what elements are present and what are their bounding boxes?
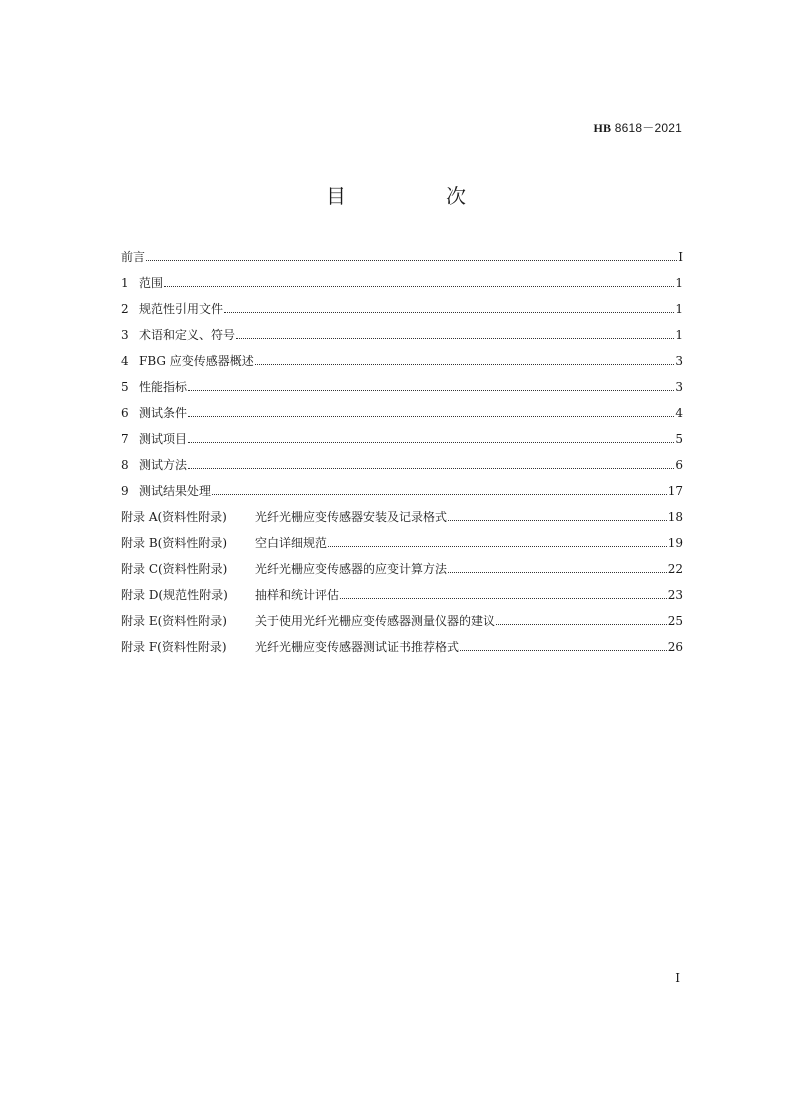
toc-annex-label: 附录 C(资料性附录) bbox=[121, 562, 228, 576]
toc-entry-number: 5 bbox=[121, 380, 129, 394]
toc-entry-text: 关于使用光纤光栅应变传感器测量仪器的建议 bbox=[255, 614, 496, 628]
toc-dot-leader bbox=[188, 390, 674, 391]
toc-annex-label: 附录 D(规范性附录) bbox=[121, 588, 228, 602]
toc-entry-text: 空白详细规范 bbox=[255, 536, 328, 550]
toc-annex-label: 附录 F(资料性附录) bbox=[121, 640, 227, 654]
toc-dot-leader bbox=[224, 312, 674, 313]
toc-entry-text: 光纤光栅应变传感器测试证书推荐格式 bbox=[255, 640, 460, 654]
toc-entry-label bbox=[121, 562, 447, 576]
toc-entry-text: 术语和定义、符号 bbox=[139, 328, 236, 342]
toc-entry-page: 26 bbox=[667, 640, 683, 654]
toc-entry-text: 测试条件 bbox=[139, 406, 188, 420]
toc-dot-leader bbox=[164, 286, 674, 287]
toc-entry-label bbox=[121, 510, 447, 524]
toc-entry-5[interactable] bbox=[121, 368, 683, 394]
toc-entry-text: 前言 bbox=[121, 250, 146, 264]
toc-entry-annex-e[interactable] bbox=[121, 602, 683, 628]
toc-entry-number: 6 bbox=[121, 406, 129, 420]
toc-entry-label bbox=[121, 640, 459, 654]
toc-entry-page: 19 bbox=[667, 536, 683, 550]
toc-entry-page: 4 bbox=[675, 406, 683, 420]
toc-entry-7[interactable] bbox=[121, 420, 683, 446]
toc-entry-label bbox=[121, 406, 187, 420]
toc-entry-text: 光纤光栅应变传感器的应变计算方法 bbox=[255, 562, 448, 576]
toc-title: 目 次 bbox=[326, 184, 506, 208]
toc-entry-text: FBG 应变传感器概述 bbox=[139, 354, 254, 368]
toc-entry-number: 2 bbox=[121, 302, 129, 316]
toc-dot-leader bbox=[448, 520, 667, 521]
toc-dot-leader bbox=[212, 494, 667, 495]
standard-prefix: HB bbox=[593, 121, 612, 135]
toc-entry-annex-c[interactable] bbox=[121, 550, 683, 576]
toc-dot-leader bbox=[460, 650, 667, 651]
toc-dot-leader bbox=[188, 416, 674, 417]
toc-entry-9[interactable] bbox=[121, 472, 683, 498]
toc-entry-page: 17 bbox=[667, 484, 683, 498]
toc-entry-text: 测试方法 bbox=[139, 458, 188, 472]
toc-entry-label bbox=[121, 536, 327, 550]
toc-entry-label bbox=[121, 354, 254, 368]
toc-dot-leader bbox=[236, 338, 674, 339]
toc-entry-label bbox=[121, 302, 223, 316]
toc-entry-page: 5 bbox=[675, 432, 683, 446]
toc-entry-number: 3 bbox=[121, 328, 129, 342]
toc-entry-number: 1 bbox=[121, 276, 129, 290]
toc-entry-text: 测试项目 bbox=[139, 432, 188, 446]
toc-entry-4[interactable] bbox=[121, 342, 683, 368]
toc-entry-annex-b[interactable] bbox=[121, 524, 683, 550]
toc-dot-leader bbox=[448, 572, 667, 573]
toc-entry-page: 22 bbox=[667, 562, 683, 576]
toc-entry-page: 1 bbox=[675, 328, 683, 342]
toc-entry-page: 25 bbox=[667, 614, 683, 628]
toc-entry-label bbox=[121, 250, 145, 264]
toc-dot-leader bbox=[496, 624, 667, 625]
toc-entry-text: 光纤光栅应变传感器安装及记录格式 bbox=[255, 510, 448, 524]
toc-entry-page: 6 bbox=[675, 458, 683, 472]
toc-entry-label bbox=[121, 328, 235, 342]
toc-entry-page: 1 bbox=[675, 276, 683, 290]
toc-entry-label bbox=[121, 432, 187, 446]
toc-dot-leader bbox=[328, 546, 667, 547]
toc-entry-page: I bbox=[678, 250, 683, 264]
toc-entry-number: 9 bbox=[121, 484, 129, 498]
toc-entry-annex-a[interactable] bbox=[121, 498, 683, 524]
toc-annex-label: 附录 E(资料性附录) bbox=[121, 614, 227, 628]
toc-dot-leader bbox=[340, 598, 667, 599]
toc-annex-label: 附录 B(资料性附录) bbox=[121, 536, 227, 550]
toc-entry-1[interactable] bbox=[121, 264, 683, 290]
toc-entry-label bbox=[121, 276, 163, 290]
toc-dot-leader bbox=[146, 260, 677, 261]
toc-entry-2[interactable] bbox=[121, 290, 683, 316]
toc-dot-leader bbox=[255, 364, 675, 365]
toc-entry-text: 规范性引用文件 bbox=[139, 302, 224, 316]
page-number: I bbox=[675, 971, 680, 985]
toc-entry-page: 3 bbox=[675, 380, 683, 394]
toc-entry-text: 性能指标 bbox=[139, 380, 188, 394]
toc-entry-label bbox=[121, 380, 187, 394]
standard-number: 8618－2021 bbox=[614, 121, 682, 135]
table-of-contents bbox=[121, 238, 683, 654]
toc-entry-page: 1 bbox=[675, 302, 683, 316]
toc-entry-page: 18 bbox=[667, 510, 683, 524]
toc-entry-foreword[interactable] bbox=[121, 238, 683, 264]
toc-entry-3[interactable] bbox=[121, 316, 683, 342]
toc-entry-annex-f[interactable] bbox=[121, 628, 683, 654]
standard-code bbox=[594, 119, 683, 136]
toc-entry-annex-d[interactable] bbox=[121, 576, 683, 602]
toc-annex-label: 附录 A(资料性附录) bbox=[121, 510, 227, 524]
toc-entry-text: 范围 bbox=[139, 276, 164, 290]
toc-entry-label bbox=[121, 484, 211, 498]
toc-entry-page: 3 bbox=[675, 354, 683, 368]
toc-entry-number: 4 bbox=[121, 354, 129, 368]
toc-entry-6[interactable] bbox=[121, 394, 683, 420]
toc-entry-label bbox=[121, 458, 187, 472]
toc-entry-label bbox=[121, 588, 339, 602]
toc-dot-leader bbox=[188, 442, 674, 443]
toc-entry-8[interactable] bbox=[121, 446, 683, 472]
toc-entry-text: 抽样和统计评估 bbox=[255, 588, 340, 602]
toc-entry-page: 23 bbox=[667, 588, 683, 602]
toc-entry-number: 7 bbox=[121, 432, 129, 446]
toc-entry-number: 8 bbox=[121, 458, 129, 472]
toc-entry-label bbox=[121, 614, 495, 628]
toc-entry-text: 测试结果处理 bbox=[139, 484, 212, 498]
toc-dot-leader bbox=[188, 468, 674, 469]
